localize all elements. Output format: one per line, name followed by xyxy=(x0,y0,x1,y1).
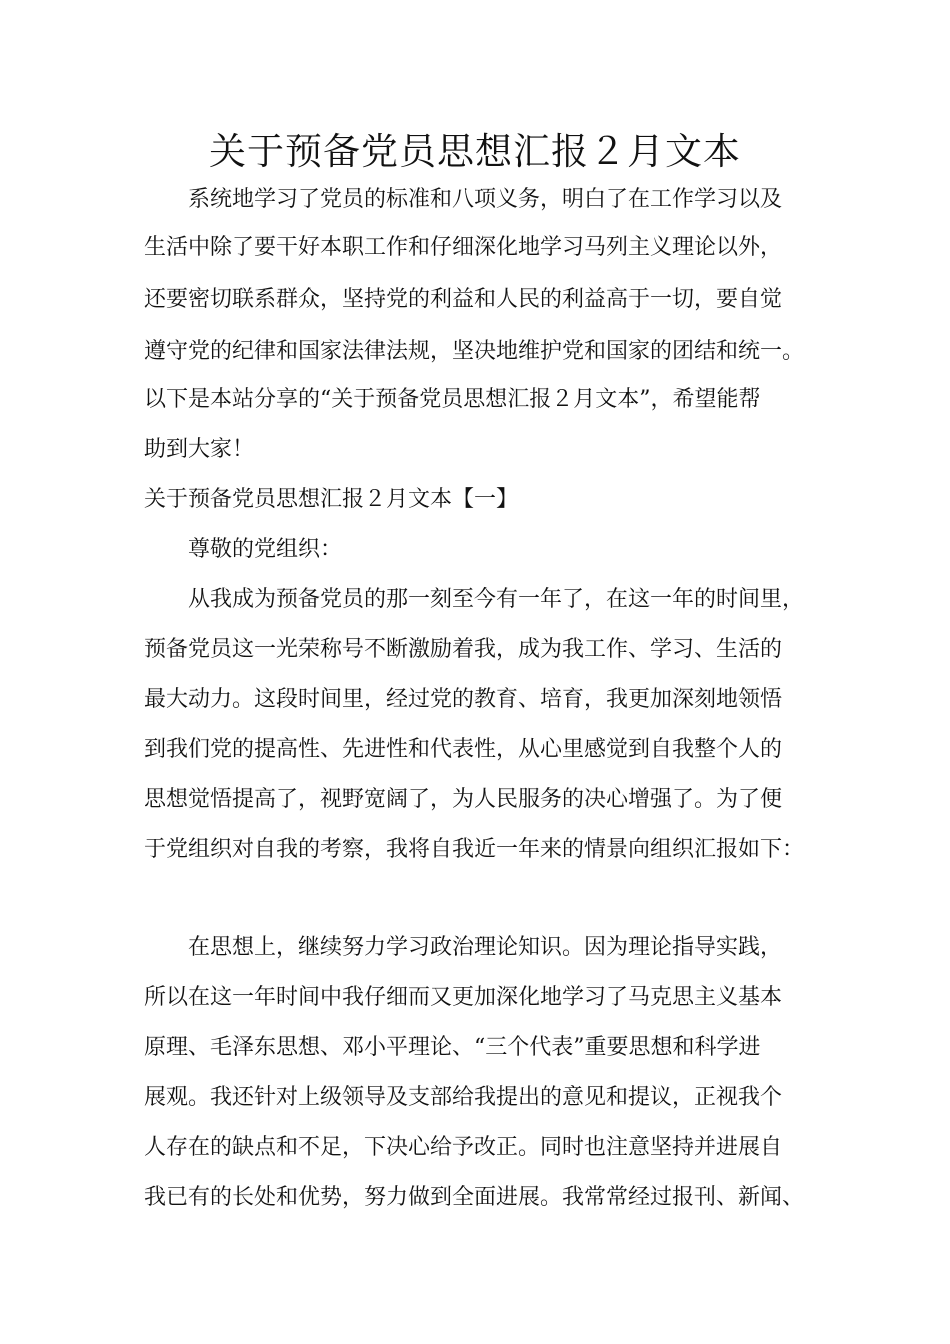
paragraph-line: 在思想上，继续努力学习政治理论知识。因为理论指导实践， xyxy=(188,935,783,960)
paragraph-line: 以下是本站分享的“关于预备党员思想汇报２月文本”，希望能帮 xyxy=(144,387,761,412)
paragraph-line: 我已有的长处和优势，努力做到全面进展。我常常经过报刊、新闻、 xyxy=(144,1185,805,1210)
paragraph-line: 从我成为预备党员的那一刻至今有一年了，在这一年的时间里， xyxy=(188,587,805,612)
paragraph-line: 人存在的缺点和不足，下决心给予改正。同时也注意坚持并进展自 xyxy=(144,1135,783,1160)
document-title: 关于预备党员思想汇报２月文本 xyxy=(209,130,741,173)
paragraph-line: 还要密切联系群众，坚持党的利益和人民的利益高于一切，要自觉 xyxy=(144,287,783,312)
paragraph-line: 思想觉悟提高了，视野宽阔了，为人民服务的决心增强了。为了便 xyxy=(144,787,783,812)
paragraph-line: 所以在这一年时间中我仔细而又更加深化地学习了马克思主义基本 xyxy=(144,985,783,1010)
paragraph-line: 展观。我还针对上级领导及支部给我提出的意见和提议，正视我个 xyxy=(144,1085,783,1110)
paragraph-line: 助到大家！ xyxy=(144,437,255,462)
paragraph-line: 生活中除了要干好本职工作和仔细深化地学习马列主义理论以外， xyxy=(144,235,783,260)
paragraph-line: 预备党员这一光荣称号不断激励着我，成为我工作、学习、生活的 xyxy=(144,637,783,662)
paragraph-line: 遵守党的纪律和国家法律法规，坚决地维护党和国家的团结和统一。 xyxy=(144,339,805,364)
paragraph-line: 原理、毛泽东思想、邓小平理论、“三个代表”重要思想和科学进 xyxy=(144,1035,761,1060)
paragraph-line: 最大动力。这段时间里，经过党的教育、培育，我更加深刻地领悟 xyxy=(144,687,783,712)
salutation: 尊敬的党组织： xyxy=(188,537,343,562)
paragraph-line: 系统地学习了党员的标准和八项义务，明白了在工作学习以及 xyxy=(188,187,783,212)
paragraph-line: 到我们党的提高性、先进性和代表性，从心里感觉到自我整个人的 xyxy=(144,737,783,762)
paragraph-line: 于党组织对自我的考察，我将自我近一年来的情景向组织汇报如下： xyxy=(144,837,805,862)
section-heading: 关于预备党员思想汇报２月文本【一】 xyxy=(144,487,519,512)
